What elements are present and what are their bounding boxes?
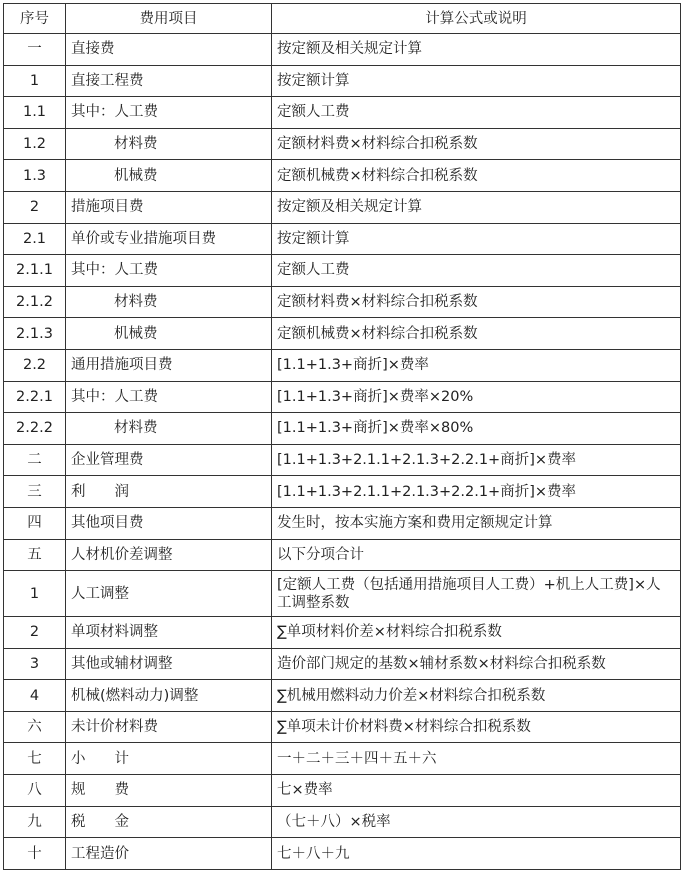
row-serial-no: 五	[4, 539, 66, 571]
row-fee-item: 小 计	[66, 743, 272, 775]
table-row	[4, 806, 681, 838]
table-row	[4, 743, 681, 775]
table-row	[4, 381, 681, 413]
row-serial-no: 2	[4, 191, 66, 223]
table-row	[4, 34, 681, 66]
table-row	[4, 838, 681, 870]
row-formula: 按定额及相关规定计算	[272, 34, 681, 66]
row-fee-item: 规 费	[66, 775, 272, 807]
row-serial-no: 1.3	[4, 160, 66, 192]
table-row	[4, 191, 681, 223]
header-fee-item: 费用项目	[66, 4, 272, 34]
row-serial-no: 四	[4, 507, 66, 539]
row-formula: [1.1+1.3+商折]×费率×20%	[272, 381, 681, 413]
table-row	[4, 413, 681, 445]
row-formula: 定额人工费	[272, 255, 681, 287]
row-fee-item: 材料费	[66, 413, 272, 445]
row-fee-item: 机械费	[66, 160, 272, 192]
table-row	[4, 223, 681, 255]
row-formula: 发生时，按本实施方案和费用定额规定计算	[272, 507, 681, 539]
row-fee-item: 材料费	[66, 128, 272, 160]
row-fee-item: 其中：人工费	[66, 97, 272, 129]
row-formula: [1.1+1.3+商折]×费率×80%	[272, 413, 681, 445]
row-fee-item: 机械费	[66, 318, 272, 350]
row-serial-no: 2.1.1	[4, 255, 66, 287]
row-serial-no: 七	[4, 743, 66, 775]
row-fee-item: 单价或专业措施项目费	[66, 223, 272, 255]
table-row	[4, 128, 681, 160]
row-formula: 定额机械费×材料综合扣税系数	[272, 318, 681, 350]
row-serial-no: 1	[4, 65, 66, 97]
row-serial-no: 2.1.2	[4, 286, 66, 318]
table-row	[4, 571, 681, 617]
row-serial-no: 1	[4, 571, 66, 617]
row-fee-item: 单项材料调整	[66, 617, 272, 649]
row-serial-no: 二	[4, 444, 66, 476]
table-row	[4, 680, 681, 712]
row-serial-no: 一	[4, 34, 66, 66]
row-fee-item: 人材机价差调整	[66, 539, 272, 571]
row-serial-no: 2.1	[4, 223, 66, 255]
row-fee-item: 直接工程费	[66, 65, 272, 97]
row-fee-item: 其中：人工费	[66, 381, 272, 413]
row-formula: 定额材料费×材料综合扣税系数	[272, 128, 681, 160]
row-formula: 七＋八＋九	[272, 838, 681, 870]
table-header-row	[4, 4, 681, 34]
row-serial-no: 十	[4, 838, 66, 870]
row-formula: 按定额计算	[272, 65, 681, 97]
table-row	[4, 648, 681, 680]
row-formula: [定额人工费（包括通用措施项目人工费）+机上人工费]×人工调整系数	[272, 571, 681, 617]
row-formula: 七×费率	[272, 775, 681, 807]
table-row	[4, 711, 681, 743]
row-fee-item: 材料费	[66, 286, 272, 318]
table-row	[4, 476, 681, 508]
row-fee-item: 税 金	[66, 806, 272, 838]
row-fee-item: 其他或辅材调整	[66, 648, 272, 680]
header-formula: 计算公式或说明	[272, 4, 681, 34]
row-fee-item: 人工调整	[66, 571, 272, 617]
header-serial-no: 序号	[4, 4, 66, 34]
row-serial-no: 3	[4, 648, 66, 680]
row-formula: 按定额计算	[272, 223, 681, 255]
row-formula: [1.1+1.3+商折]×费率	[272, 349, 681, 381]
table-row	[4, 255, 681, 287]
row-fee-item: 措施项目费	[66, 191, 272, 223]
row-serial-no: 2.1.3	[4, 318, 66, 350]
row-formula: [1.1+1.3+2.1.1+2.1.3+2.2.1+商折]×费率	[272, 444, 681, 476]
row-fee-item: 直接费	[66, 34, 272, 66]
row-fee-item: 其他项目费	[66, 507, 272, 539]
row-serial-no: 2.2.1	[4, 381, 66, 413]
row-serial-no: 2.2	[4, 349, 66, 381]
row-formula: [1.1+1.3+2.1.1+2.1.3+2.2.1+商折]×费率	[272, 476, 681, 508]
row-serial-no: 三	[4, 476, 66, 508]
table-row	[4, 507, 681, 539]
row-formula: 定额人工费	[272, 97, 681, 129]
row-serial-no: 九	[4, 806, 66, 838]
row-formula: ∑单项未计价材料费×材料综合扣税系数	[272, 711, 681, 743]
row-formula: 按定额及相关规定计算	[272, 191, 681, 223]
row-formula: ∑单项材料价差×材料综合扣税系数	[272, 617, 681, 649]
table-row	[4, 286, 681, 318]
row-formula: 一＋二＋三＋四＋五＋六	[272, 743, 681, 775]
row-serial-no: 4	[4, 680, 66, 712]
row-fee-item: 机械(燃料动力)调整	[66, 680, 272, 712]
row-serial-no: 1.1	[4, 97, 66, 129]
table-row	[4, 539, 681, 571]
row-formula: 定额材料费×材料综合扣税系数	[272, 286, 681, 318]
table-row	[4, 349, 681, 381]
row-fee-item: 企业管理费	[66, 444, 272, 476]
row-serial-no: 六	[4, 711, 66, 743]
fee-calculation-table	[3, 3, 681, 870]
table-body	[4, 34, 681, 870]
row-formula: （七＋八）×税率	[272, 806, 681, 838]
table-row	[4, 617, 681, 649]
row-fee-item: 未计价材料费	[66, 711, 272, 743]
row-formula: ∑机械用燃料动力价差×材料综合扣税系数	[272, 680, 681, 712]
table-row	[4, 775, 681, 807]
row-formula: 以下分项合计	[272, 539, 681, 571]
row-fee-item: 利 润	[66, 476, 272, 508]
table-row	[4, 65, 681, 97]
row-serial-no: 1.2	[4, 128, 66, 160]
table-row	[4, 318, 681, 350]
row-serial-no: 2	[4, 617, 66, 649]
table-row	[4, 444, 681, 476]
row-formula: 造价部门规定的基数×辅材系数×材料综合扣税系数	[272, 648, 681, 680]
row-formula: 定额机械费×材料综合扣税系数	[272, 160, 681, 192]
table-row	[4, 160, 681, 192]
row-fee-item: 其中：人工费	[66, 255, 272, 287]
row-serial-no: 2.2.2	[4, 413, 66, 445]
table-row	[4, 97, 681, 129]
fee-table-container	[3, 3, 681, 870]
row-fee-item: 工程造价	[66, 838, 272, 870]
row-fee-item: 通用措施项目费	[66, 349, 272, 381]
row-serial-no: 八	[4, 775, 66, 807]
